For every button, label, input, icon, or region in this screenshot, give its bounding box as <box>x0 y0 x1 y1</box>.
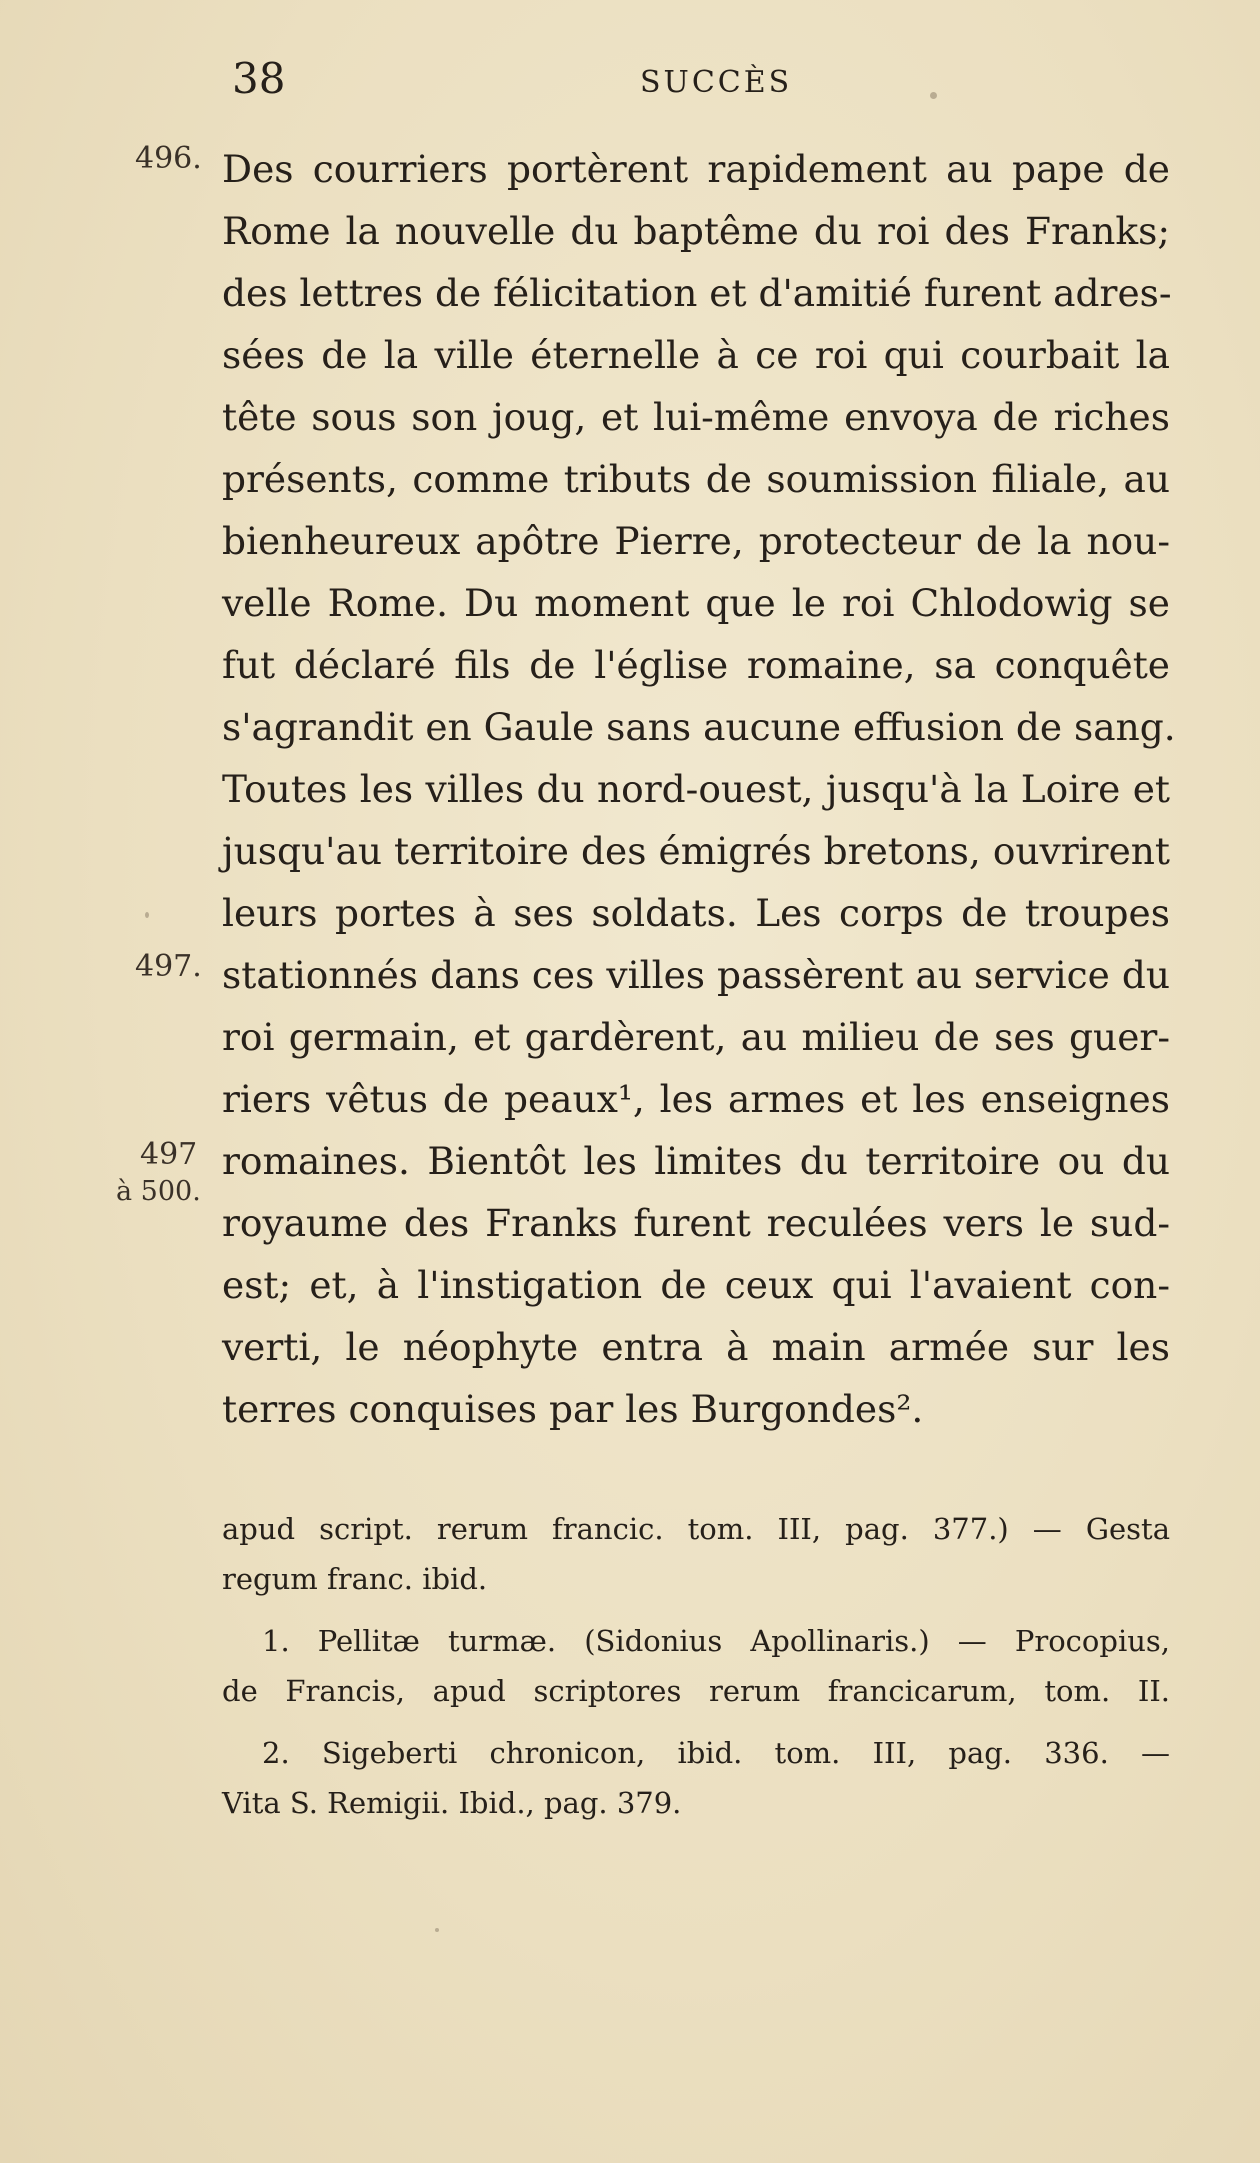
text-line: stationnés dans ces villes passèrent au service du <box>222 953 1170 997</box>
text-line: Rome la nouvelle du baptême du roi des Franks; <box>222 209 1170 253</box>
margin-note-year-range: à 500. <box>116 1176 201 1207</box>
margin-note-year: 497. <box>135 949 202 984</box>
footnote-line: Vita S. Remigii. Ibid., pag. 379. <box>222 1786 682 1820</box>
text-line: Des courriers portèrent rapidement au pape de <box>222 147 1170 191</box>
paper-speck <box>145 912 149 918</box>
text-line: des lettres de félicitation et d'amitié furent adres- <box>222 271 1172 315</box>
footnote-line: regum franc. ibid. <box>222 1562 488 1596</box>
text-line: riers vêtus de peaux¹, les armes et les enseignes <box>222 1077 1170 1121</box>
running-head: SUCCÈS <box>640 65 793 100</box>
paper-speck <box>435 1928 439 1932</box>
footnote-line: 2. Sigeberti chronicon, ibid. tom. III, pag. 336. — <box>262 1736 1170 1770</box>
text-line: jusqu'au territoire des émigrés bretons, ouvrirent <box>222 829 1170 873</box>
margin-note-year: 497 <box>140 1137 198 1172</box>
margin-note-year: 496. <box>135 141 202 176</box>
text-line: est; et, à l'instigation de ceux qui l'avaient con- <box>222 1263 1170 1307</box>
text-line: Toutes les villes du nord-ouest, jusqu'à la Loire et <box>222 767 1170 811</box>
text-line: royaume des Franks furent reculées vers le sud- <box>222 1201 1170 1245</box>
page-number: 38 <box>232 54 286 103</box>
footnote-line: 1. Pellitæ turmæ. (Sidonius Apollinaris.) — Procopius, <box>262 1624 1170 1658</box>
paper-speck <box>930 92 937 99</box>
footnote-line: de Francis, apud scriptores rerum francicarum, tom. II. <box>222 1674 1170 1708</box>
text-line: roi germain, et gardèrent, au milieu de ses guer- <box>222 1015 1170 1059</box>
text-line: s'agrandit en Gaule sans aucune effusion de sang. <box>222 705 1176 749</box>
text-line: tête sous son joug, et lui-même envoya de riches <box>222 395 1170 439</box>
text-line: velle Rome. Du moment que le roi Chlodowig se <box>222 581 1170 625</box>
text-line: présents, comme tributs de soumission filiale, au <box>222 457 1170 501</box>
body-text <box>222 138 1176 1440</box>
text-line: leurs portes à ses soldats. Les corps de troupes <box>222 891 1170 935</box>
text-line: sées de la ville éternelle à ce roi qui courbait la <box>222 333 1170 377</box>
text-line: bienheureux apôtre Pierre, protecteur de la nou- <box>222 519 1170 563</box>
footnote-line: apud script. rerum francic. tom. III, pag. 377.) — Gesta <box>222 1512 1170 1546</box>
text-line: verti, le néophyte entra à main armée sur les <box>222 1325 1170 1369</box>
text-line: terres conquises par les Burgondes². <box>222 1387 924 1431</box>
text-line: romaines. Bientôt les limites du territoire ou du <box>222 1139 1170 1183</box>
footnotes <box>222 1504 1170 1828</box>
text-line: fut déclaré fils de l'église romaine, sa conquête <box>222 643 1170 687</box>
